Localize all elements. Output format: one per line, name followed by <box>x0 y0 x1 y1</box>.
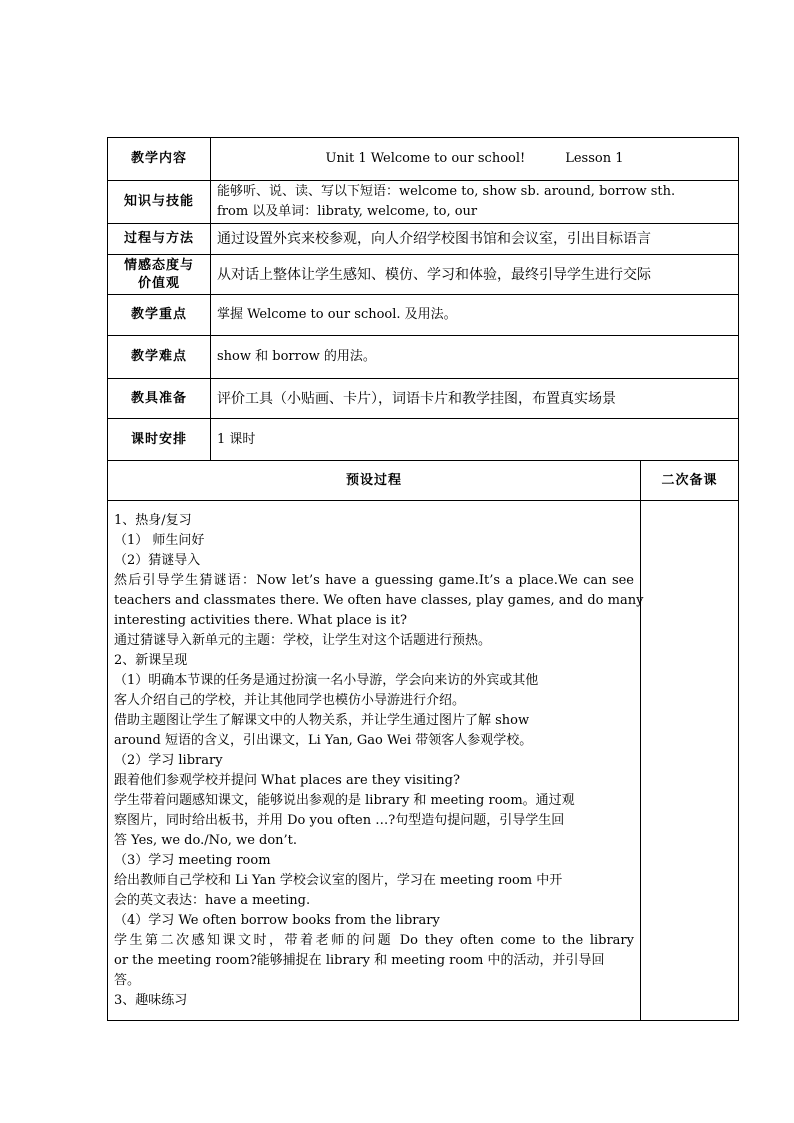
notes-body <box>641 501 739 1021</box>
body-line: teachers and classmates there. We often have classes, play games, and do many <box>114 592 644 608</box>
body-line: （1）明确本节课的任务是通过扮演一名小导游，学会向来访的外宾或其他 <box>114 672 539 688</box>
row-headers <box>108 461 739 501</box>
row-emotion <box>108 255 739 295</box>
body-line: 借助主题图让学生了解课文中的人物关系，并让学生通过图片了解 show <box>114 712 530 728</box>
process-label: 过程与方法 <box>108 224 211 255</box>
process-header: 预设过程 <box>108 461 641 501</box>
row-difficulty <box>108 336 739 379</box>
body-line: 客人介绍自己的学校，并让其他同学也模仿小导游进行介绍。 <box>114 692 466 708</box>
knowledge-line-2: from 以及单词：libraty, welcome, to, our <box>217 204 478 219</box>
body-line: 答。 <box>114 972 141 988</box>
body-line: 察图片，同时给出板书，并用 Do you often …?句型造句提问题，引导学生回 <box>114 812 565 828</box>
key-label: 教学重点 <box>108 295 211 336</box>
body-line: （2）学习 library <box>114 752 223 768</box>
body-line: （3）学习 meeting room <box>114 852 271 868</box>
body-line: 1、热身/复习 <box>114 512 192 528</box>
content-value <box>211 138 739 181</box>
emotion-label <box>108 255 211 295</box>
row-knowledge <box>108 181 739 224</box>
body-line: 学生第二次感知课文时，带着老师的问题 Do they often come to the library <box>114 932 634 948</box>
process-value: 通过设置外宾来校参观，向人介绍学校图书馆和会议室，引出目标语言 <box>211 224 739 255</box>
row-time <box>108 419 739 461</box>
difficulty-label: 教学难点 <box>108 336 211 379</box>
knowledge-line-1: 能够听、说、读、写以下短语：welcome to, show sb. around, borrow sth. <box>217 184 676 199</box>
row-body <box>108 501 739 1021</box>
row-content <box>108 138 739 181</box>
tools-value: 评价工具（小贴画、卡片），词语卡片和教学挂图，布置真实场景 <box>211 379 739 419</box>
body-line: （1） 师生问好 <box>114 532 205 548</box>
body-line: 跟着他们参观学校并提问 What places are they visiting? <box>114 772 460 788</box>
body-line: around 短语的含义，引出课文，Li Yan, Gao Wei 带领客人参观学校。 <box>114 732 533 748</box>
row-tools <box>108 379 739 419</box>
body-line: 2、新课呈现 <box>114 652 188 668</box>
unit-title: Unit 1 Welcome to our school! <box>325 151 526 166</box>
tools-label: 教具准备 <box>108 379 211 419</box>
time-label: 课时安排 <box>108 419 211 461</box>
body-line: 会的英文表达：have a meeting. <box>114 892 311 908</box>
body-line: 然后引导学生猜谜语：Now let’s have a guessing game.It’s a place.We can see <box>114 572 634 588</box>
emotion-label-line-2: 价值观 <box>137 275 180 291</box>
emotion-label-line-1: 情感态度与 <box>123 257 194 273</box>
time-value: 1 课时 <box>211 419 739 461</box>
body-line: （4）学习 We often borrow books from the library <box>114 912 440 928</box>
body-line: 3、趣味练习 <box>114 992 188 1008</box>
body-line: interesting activities there. What place is it? <box>114 612 407 628</box>
knowledge-label: 知识与技能 <box>108 181 211 224</box>
body-line: 学生带着问题感知课文，能够说出参观的是 library 和 meeting room。通过观 <box>114 792 575 808</box>
body-line: 通过猜谜导入新单元的主题：学校，让学生对这个话题进行预热。 <box>114 632 492 648</box>
emotion-value: 从对话上整体让学生感知、模仿、学习和体验，最终引导学生进行交际 <box>211 255 739 295</box>
body-line: （2）猜谜导入 <box>114 552 201 568</box>
body-line: 给出教师自己学校和 Li Yan 学校会议室的图片，学习在 meeting room 中开 <box>114 872 563 888</box>
notes-header: 二次备课 <box>641 461 739 501</box>
row-process-method <box>108 224 739 255</box>
body-line: 答 Yes, we do./No, we don’t. <box>114 832 298 848</box>
body-line: or the meeting room?能够捕捉在 library 和 meeting room 中的活动，并引导回 <box>114 952 605 968</box>
knowledge-value <box>211 181 739 224</box>
lesson-title: Lesson 1 <box>565 151 624 166</box>
key-value: 掌握 Welcome to our school. 及用法。 <box>211 295 739 336</box>
content-label: 教学内容 <box>108 138 211 181</box>
row-key-point <box>108 295 739 336</box>
process-body <box>108 501 644 1021</box>
difficulty-value: show 和 borrow 的用法。 <box>211 336 739 379</box>
lesson-plan-table <box>107 137 739 1021</box>
